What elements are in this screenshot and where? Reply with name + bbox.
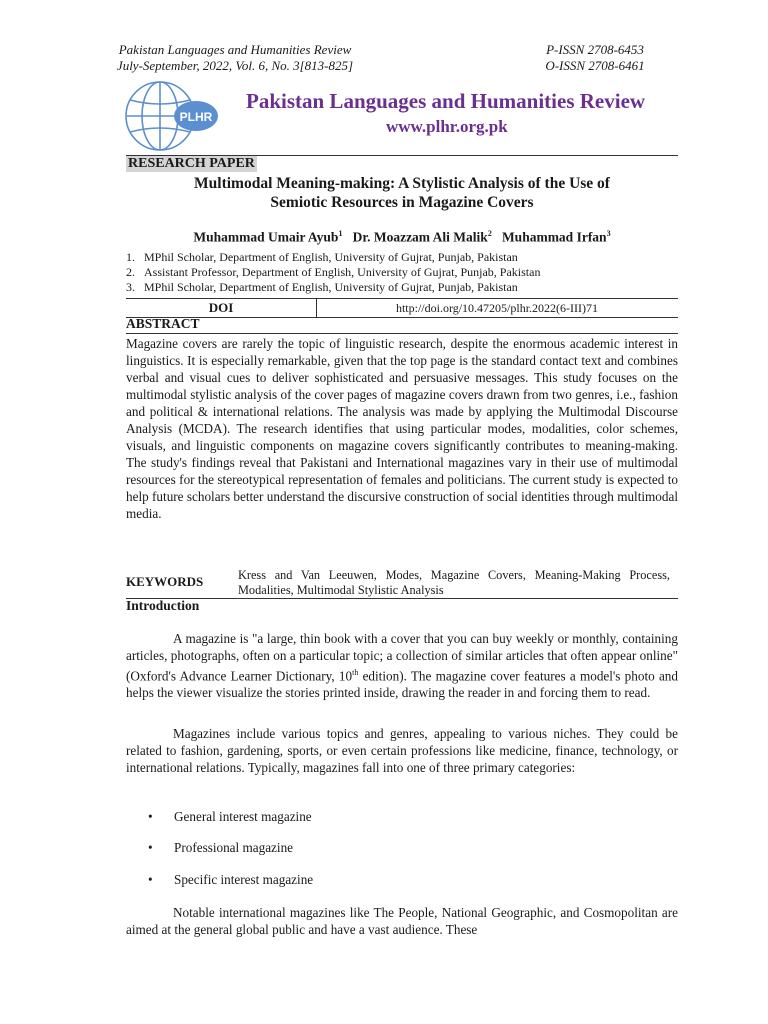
keywords-heading: KEYWORDS bbox=[126, 574, 204, 589]
author-affil-marker: 2 bbox=[487, 229, 492, 238]
intro-paragraph-1: A magazine is "a large, thin book with a cover that you can buy weekly or monthly, containing articles, photographs, often on a particular topic; a collection of similar articles that often appear online" (Oxford's Advance Learner Dictionary, 10th edition). The magazine cover features a model's photo and helps the viewer visualize the stories printed inside, drawing the reader in and forcing them to read. bbox=[126, 631, 678, 701]
author-name: Muhammad Umair Ayub bbox=[193, 229, 339, 245]
paper-title-line1: Multimodal Meaning-making: A Stylistic Analysis of the Use of bbox=[194, 175, 610, 192]
running-header-issue: July-September, 2022, Vol. 6, No. 3[813-825] bbox=[116, 58, 354, 73]
running-header-journal: Pakistan Languages and Humanities Review bbox=[118, 42, 352, 57]
list-item: • General interest magazine bbox=[148, 809, 312, 824]
intro-paragraph-2: Magazines include various topics and genres, appealing to various niches. They could be related to fashion, gardening, sports, or even certain professions like medicine, finance, technology, or international relations. Typically, magazines fall into one of three primary categories: bbox=[126, 726, 678, 775]
paper-type-label: RESEARCH PAPER bbox=[128, 156, 255, 171]
plhr-logo bbox=[124, 78, 244, 154]
introduction-heading: Introduction bbox=[126, 598, 200, 613]
author-name: Dr. Moazzam Ali Malik bbox=[352, 229, 488, 245]
list-item: • Professional magazine bbox=[148, 840, 294, 855]
keywords-rule bbox=[126, 598, 678, 599]
paper-title-line2: Semiotic Resources in Magazine Covers bbox=[270, 194, 534, 211]
pissn-text: P-ISSN 2708-6453 bbox=[546, 42, 644, 57]
list-item: • Specific interest magazine bbox=[148, 872, 314, 887]
logo-text: PLHR bbox=[179, 110, 213, 124]
doi-row bbox=[126, 298, 678, 318]
abstract-heading: ABSTRACT bbox=[126, 316, 200, 331]
author-affil-marker: 1 bbox=[338, 229, 343, 238]
author-name: Muhammad Irfan bbox=[501, 229, 607, 245]
affiliation-item: 2. Assistant Professor, Department of English, University of Gujrat, Punjab, Pakistan bbox=[126, 265, 541, 279]
keywords-text: Kress and Van Leeuwen, Modes, Magazine Covers, Meaning-Making Process, Modalities, Multimodal Stylistic Analysis bbox=[238, 568, 670, 597]
doi-link[interactable]: http://doi.org/10.47205/plhr.2022(6-III)71 bbox=[395, 301, 599, 315]
journal-url-link[interactable]: www.plhr.org.pk bbox=[386, 117, 508, 136]
oissn-text: O-ISSN 2708-6461 bbox=[545, 58, 645, 73]
journal-title: Pakistan Languages and Humanities Review bbox=[246, 89, 646, 113]
affiliation-item: 3. MPhil Scholar, Department of English, University of Gujrat, Punjab, Pakistan bbox=[126, 280, 518, 294]
intro-paragraph-3: Notable international magazines like The People, National Geographic, and Cosmopolitan are aimed at the general global public and have a vast audience. These bbox=[126, 905, 678, 937]
abstract-rule bbox=[126, 333, 678, 334]
doi-label: DOI bbox=[126, 299, 317, 317]
author-list bbox=[126, 229, 678, 246]
abstract-text: Magazine covers are rarely the topic of linguistic research, despite the enormous academic interest in linguistics. It is especially remarkable, given that the top page is the standard contact text and combines verbal and visual cues to deliver sophisticated and persuasive messages. This study focuses on the multimodal stylistic analysis of the cover pages of magazine covers drawn from two genres, i.e., fashion and political & international relations. The analysis was made by applying the Multimodal Discourse Analysis (MCDA). The research identifies that using particular modes, modalities, color schemes, visuals, and linguistic components on magazine covers significantly contributes to meaning-making. The study's findings reveal that Pakistani and International magazines vary in their use of multimodal resources for the stereotypical representation of females and politicians. The current study is expected to help future scholars better understand the discursive construction of social identities through multimodal media. bbox=[126, 336, 678, 521]
affiliation-item: 1. MPhil Scholar, Department of English, University of Gujrat, Punjab, Pakistan bbox=[126, 250, 518, 264]
author-affil-marker: 3 bbox=[606, 229, 611, 238]
